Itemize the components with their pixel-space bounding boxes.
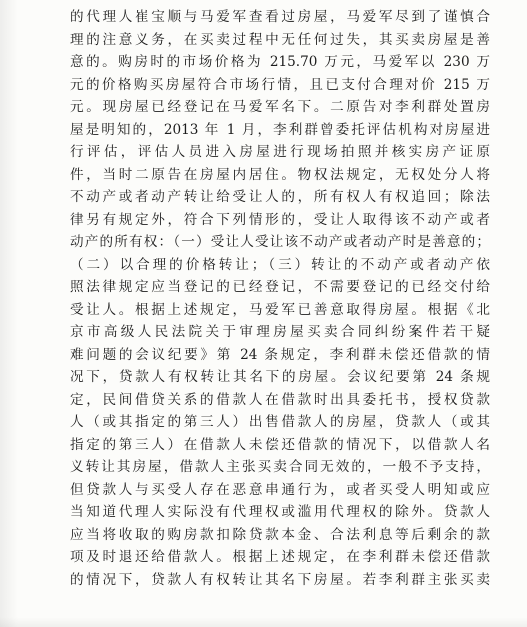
text-line: 指定的第三人）在借款人未偿还借款的情况下，以借款人名 <box>70 436 490 453</box>
document-body <box>70 6 490 591</box>
text-line: 的情况下，贷款人有权转让其名下房屋。若李利群主张买卖 <box>70 571 490 588</box>
text-line: 京市高级人民法院关于审理房屋买卖合同纠纷案件若干疑 <box>70 324 490 340</box>
page-edge-shadow <box>0 0 18 627</box>
text-line: 照法律规定应当登记的已经登记，不需要登记的已经交付给 <box>70 279 490 295</box>
text-line: 律另有规定外，符合下列情形的，受让人取得该不动产或者 <box>70 211 490 228</box>
text-line: 人（或其指定的第三人）出售借款人的房屋，贷款人（或其 <box>70 414 490 430</box>
text-line: 难问题的会议纪要》第 24 条规定，李利群未偿还借款的情 <box>70 346 490 363</box>
text-line: 定，民间借贷关系的借款人在借款时出具委托书，授权贷款 <box>70 391 490 408</box>
text-line: 元。现房屋已经登记在马爱军名下。二原告对李利群处置房 <box>70 99 490 115</box>
text-line: 行评估，评估人员进入房屋进行现场拍照并核实房产证原 <box>70 144 490 160</box>
page-bottom-shadow <box>0 617 527 627</box>
text-line: 理的注意义务，在买卖过程中无任何过失，其买卖房屋是善 <box>70 31 490 48</box>
text-line: 项及时退还给借款人。根据上述规定，在李利群未偿还借款 <box>70 549 490 565</box>
text-line: 件，当时二原告在房屋内居住。物权法规定，无权处分人将 <box>70 166 490 183</box>
text-line: 但贷款人与买受人存在恶意串通行为，或者买受人明知或应 <box>70 481 490 498</box>
text-line: 当知道代理人实际没有代理权或滥用代理权的除外。贷款人 <box>70 504 490 520</box>
text-line: 意的。购房时的市场价格为 215.70 万元，马爱军以 230 万 <box>70 54 490 70</box>
text-line: 不动产或者动产转让给受让人的，所有权人有权追回；除法 <box>70 189 490 205</box>
text-line: 受让人。根据上述规定，马爱军已善意取得房屋。根据《北 <box>70 301 490 318</box>
text-line: 应当将收取的购房款扣除贷款本金、合法利息等后剩余的款 <box>70 526 490 543</box>
text-line: （二）以合理的价格转让；（三）转让的不动产或者动产依 <box>70 256 490 273</box>
text-line: 元的价格购买房屋符合市场行情，且已支付合理对价 215 万 <box>70 76 490 93</box>
text-line: 屋是明知的，2013 年 1 月，李利群曾委托评估机构对房屋进 <box>70 121 490 138</box>
text-line: 义转让其房屋，借款人主张买卖合同无效的，一般不予支持， <box>70 459 490 475</box>
text-line: 的代理人崔宝顺与马爱军查看过房屋，马爱军尽到了谨慎合 <box>70 9 490 25</box>
text-line: 况下，贷款人有权转让其名下的房屋。会议纪要第 24 条规 <box>70 369 490 385</box>
text-line: 动产的所有权：（一）受让人受让该不动产或者动产时是善意的； <box>70 234 490 250</box>
